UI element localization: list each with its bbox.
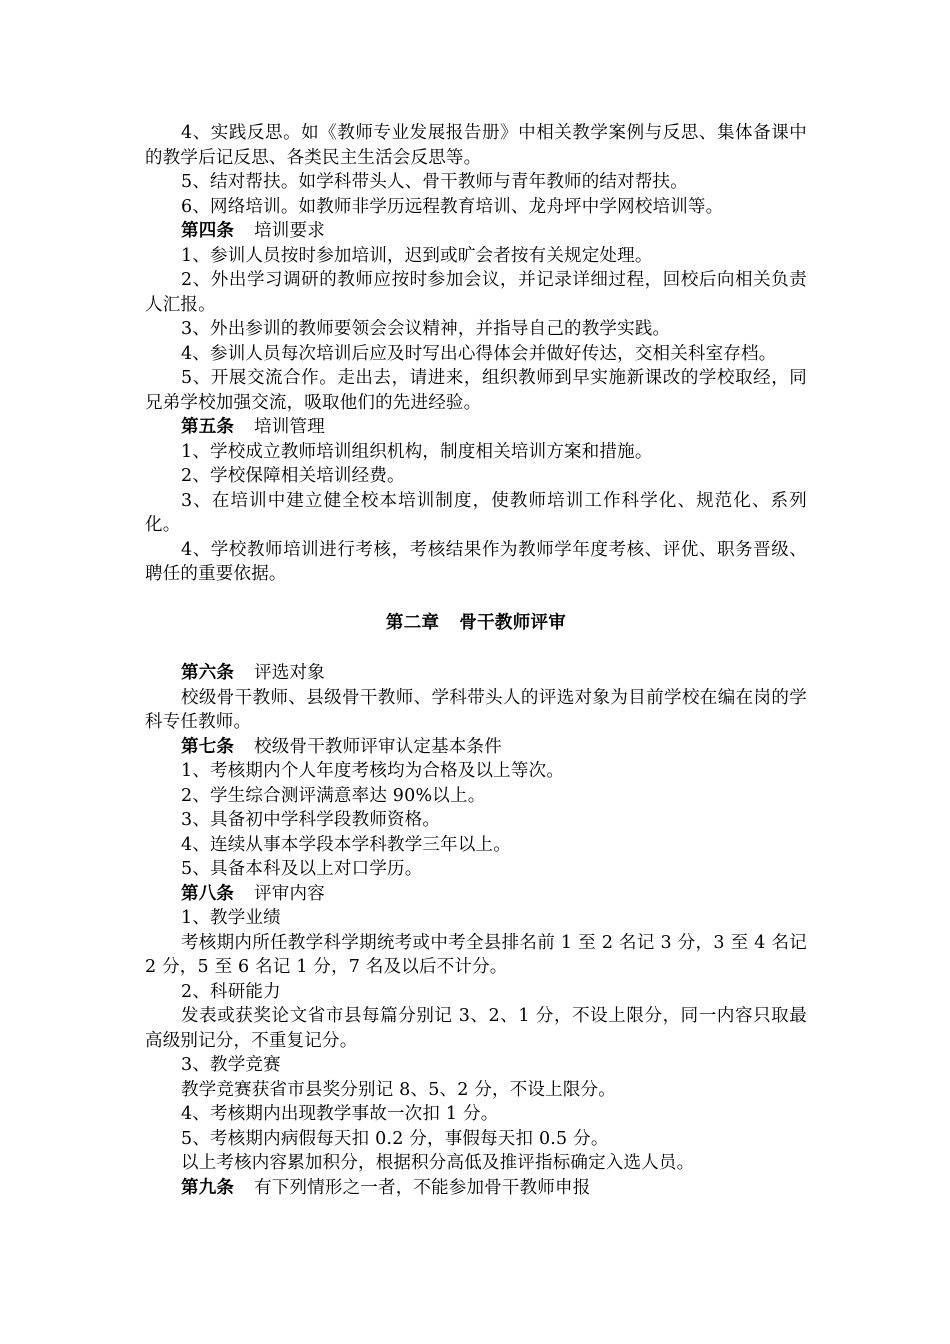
article-heading-7 <box>145 735 807 760</box>
paragraph: 3、具备初中学科学段教师资格。 <box>181 810 441 830</box>
article-title: 评选对象 <box>254 663 325 683</box>
paragraph: 以上考核内容累加积分，根据积分高低及推评指标确定入选人员。 <box>181 1153 695 1173</box>
paragraph: 3、在培训中建立健全校本培训制度，使教师培训工作科学化、规范化、系列化。 <box>145 490 807 535</box>
article-heading-4 <box>145 219 807 244</box>
paragraph: 5、开展交流合作。走出去，请进来，组织教师到早实施新课改的学校取经，同兄弟学校加强交流，吸取他们的先进经验。 <box>145 368 807 413</box>
article-title: 培训管理 <box>254 417 325 437</box>
paragraph: 1、学校成立教师培训组织机构，制度相关培训方案和措施。 <box>181 441 653 462</box>
article-label: 第九条 <box>181 1177 235 1198</box>
paragraph: 2、科研能力 <box>181 981 281 1002</box>
paragraph: 校级骨干教师、县级骨干教师、学科带头人的评选对象为目前学校在编在岗的学科专任教师。 <box>145 687 807 732</box>
paragraph: 2、学生综合测评满意率达 90%以上。 <box>181 785 486 806</box>
paragraph: 4、实践反思。如《教师专业发展报告册》中相关教学案例与反思、集体备课中的教学后记反思、各类民主生活会反思等。 <box>145 123 807 168</box>
paragraph: 2、学校保障相关培训经费。 <box>181 466 405 486</box>
chapter-number: 第二章 <box>385 612 440 633</box>
paragraph: 2、外出学习调研的教师应按时参加会议，并记录详细过程，回校后向相关负责人汇报。 <box>145 270 807 315</box>
paragraph: 6、网络培训。如教师非学历远程教育培训、龙舟坪中学网校培训等。 <box>181 196 724 217</box>
article-heading-9 <box>145 1176 807 1201</box>
paragraph: 教学竞赛获省市县奖分别记 8、5、2 分，不设上限分。 <box>181 1079 616 1100</box>
paragraph: 5、考核期内病假每天扣 0.2 分，事假每天扣 0.5 分。 <box>181 1128 609 1149</box>
paragraph: 3、外出参训的教师要领会会议精神，并指导自己的教学实践。 <box>181 319 671 339</box>
article-title: 评审内容 <box>254 883 325 904</box>
article-label: 第八条 <box>181 883 235 904</box>
paragraph: 1、考核期内个人年度考核均为合格及以上等次。 <box>181 761 565 781</box>
paragraph: 1、参训人员按时参加培训，迟到或旷会者按有关规定处理。 <box>181 245 653 266</box>
article-heading-5 <box>145 415 807 440</box>
chapter-heading <box>145 611 807 636</box>
paragraph: 发表或获奖论文省市县每篇分别记 3、2、1 分，不设上限分，同一内容只取最高级别记分，不重复记分。 <box>145 1006 807 1051</box>
article-label: 第六条 <box>181 663 235 683</box>
paragraph: 1、教学业绩 <box>181 908 281 928</box>
article-title: 培训要求 <box>254 221 325 241</box>
article-label: 第五条 <box>181 417 235 437</box>
article-title: 校级骨干教师评审认定基本条件 <box>254 736 502 757</box>
paragraph: 4、考核期内出现教学事故一次扣 1 分。 <box>181 1104 499 1124</box>
article-heading-6 <box>145 661 807 686</box>
paragraph: 3、教学竞赛 <box>181 1055 281 1075</box>
paragraph: 考核期内所任教学科学期统考或中考全县排名前 1 至 2 名记 3 分，3 至 4 名记 2 分，5 至 6 名记 1 分，7 名及以后不计分。 <box>145 932 807 977</box>
article-heading-8 <box>145 882 807 907</box>
paragraph: 5、结对帮扶。如学科带头人、骨干教师与青年教师的结对帮扶。 <box>181 172 688 192</box>
article-title: 有下列情形之一者，不能参加骨干教师申报 <box>254 1177 591 1198</box>
paragraph: 5、具备本科及以上对口学历。 <box>181 859 423 879</box>
chapter-title: 骨干教师评审 <box>459 612 567 633</box>
paragraph: 4、连续从事本学段本学科教学三年以上。 <box>181 834 511 855</box>
article-label: 第七条 <box>181 736 235 757</box>
paragraph: 4、学校教师培训进行考核，考核结果作为教师学年度考核、评优、职务晋级、聘任的重要依据。 <box>145 539 807 584</box>
article-label: 第四条 <box>181 221 235 241</box>
paragraph: 4、参训人员每次培训后应及时写出心得体会并做好传达，交相关科室存档。 <box>181 343 777 364</box>
